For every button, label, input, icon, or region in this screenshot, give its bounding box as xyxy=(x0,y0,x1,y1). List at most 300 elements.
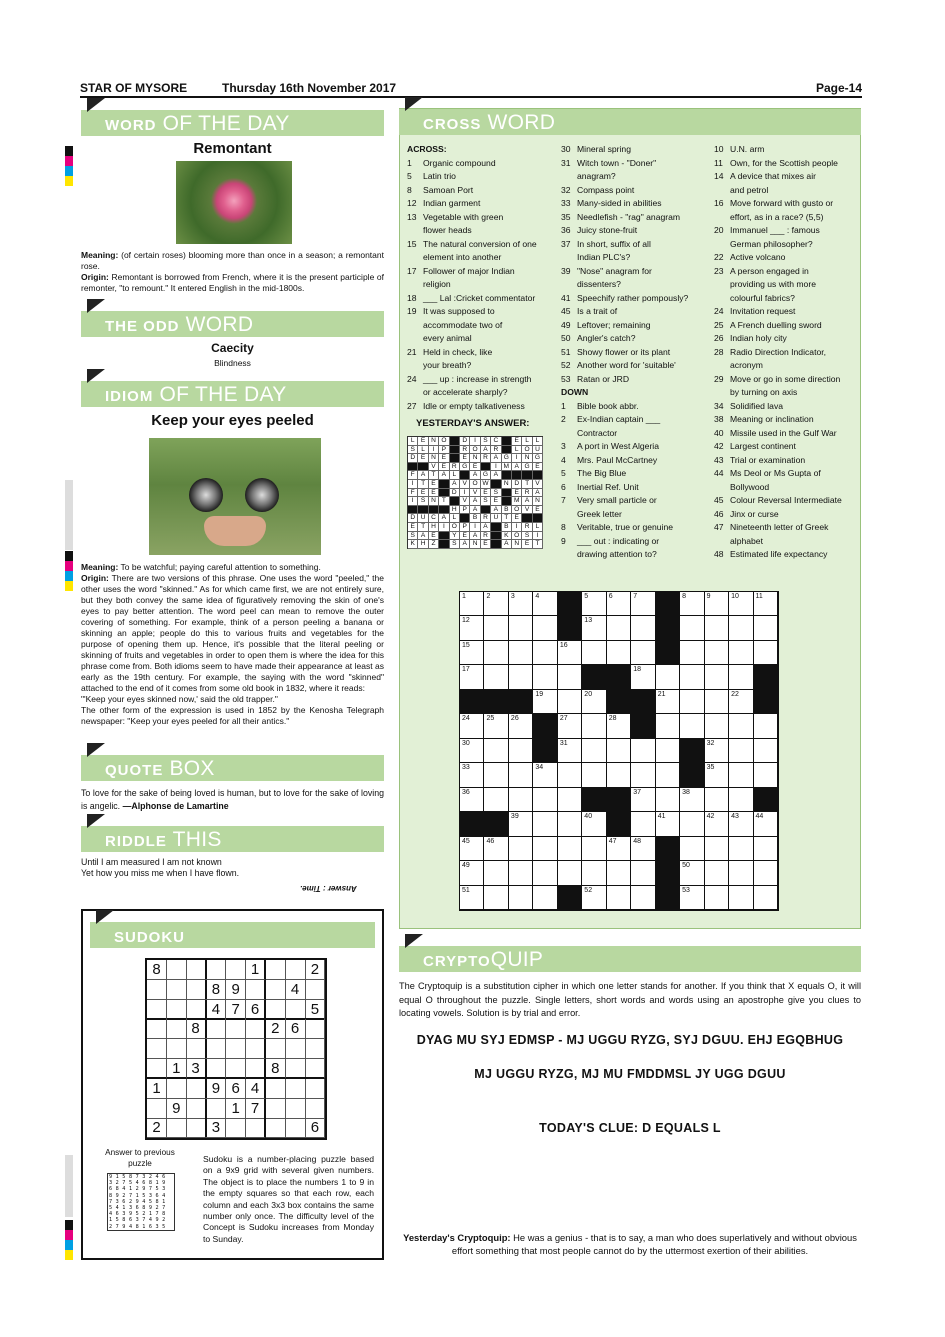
crossword-cell[interactable] xyxy=(509,763,533,787)
crossword-cell[interactable] xyxy=(680,616,704,640)
crossword-cell[interactable] xyxy=(607,886,631,910)
sudoku-cell[interactable] xyxy=(187,1000,207,1020)
crossword-cell[interactable] xyxy=(484,616,508,640)
crossword-cell[interactable]: 25 xyxy=(484,714,508,738)
clue-item: 24 ___ up : increase in strength xyxy=(407,373,532,384)
crossword-cell[interactable] xyxy=(631,886,655,910)
crossword-cell[interactable]: 16 xyxy=(558,641,582,665)
crossword-cell[interactable]: 48 xyxy=(631,837,655,861)
crossword-cell[interactable] xyxy=(558,665,582,689)
sudoku-cell[interactable] xyxy=(206,1039,226,1059)
crossword-cell[interactable] xyxy=(631,739,655,763)
crossword-cell[interactable] xyxy=(558,861,582,885)
sudoku-cell[interactable]: 1 xyxy=(167,1059,187,1079)
crossword-cell[interactable] xyxy=(558,812,582,836)
sudoku-cell[interactable] xyxy=(266,1000,286,1020)
sudoku-cell[interactable] xyxy=(187,980,207,1000)
crossword-cell[interactable]: 39 xyxy=(509,812,533,836)
sudoku-cell[interactable] xyxy=(305,1059,325,1079)
crossword-cell[interactable] xyxy=(607,616,631,640)
crossword-cell[interactable] xyxy=(705,788,729,812)
crossword-cell[interactable]: 24 xyxy=(460,714,484,738)
sudoku-cell[interactable]: 2 xyxy=(147,1118,167,1138)
crossword-cell[interactable]: 8 xyxy=(680,592,704,616)
crossword-cell[interactable] xyxy=(484,861,508,885)
sudoku-cell[interactable] xyxy=(266,960,286,980)
yesterday-cell: E xyxy=(470,463,480,472)
yesterday-cell xyxy=(450,497,460,506)
sudoku-cell[interactable]: 9 xyxy=(167,1099,187,1119)
crossword-cell[interactable] xyxy=(680,641,704,665)
crossword-cell[interactable]: 44 xyxy=(754,812,778,836)
crossword-cell[interactable] xyxy=(582,837,606,861)
crossword-cell[interactable]: 6 xyxy=(607,592,631,616)
crossword-cell[interactable] xyxy=(582,714,606,738)
clue-item: 22 Active volcano xyxy=(714,252,786,262)
sudoku-cell[interactable]: 1 xyxy=(246,960,266,980)
crossword-cell xyxy=(754,788,778,812)
crossword-cell[interactable] xyxy=(582,861,606,885)
yesterday-cell: O xyxy=(512,532,522,541)
sudoku-cell[interactable]: 8 xyxy=(206,980,226,1000)
crossword-cell xyxy=(484,690,508,714)
crossword-cell[interactable]: 31 xyxy=(558,739,582,763)
crossword-cell[interactable] xyxy=(631,763,655,787)
crossword-cell[interactable] xyxy=(509,886,533,910)
crossword-cell[interactable]: 19 xyxy=(533,690,557,714)
crossword-cell[interactable] xyxy=(656,665,680,689)
sudoku-cell[interactable] xyxy=(147,1039,167,1059)
crossword-cell[interactable] xyxy=(509,861,533,885)
yesterday-cell: A xyxy=(450,480,460,489)
yesterday-cell: G xyxy=(481,471,491,480)
yesterday-cell: F xyxy=(408,489,418,498)
crossword-cell[interactable]: 20 xyxy=(582,690,606,714)
sudoku-cell[interactable] xyxy=(167,1079,187,1099)
crossword-cell[interactable] xyxy=(509,641,533,665)
crossword-cell[interactable] xyxy=(705,665,729,689)
clue-item: 12 Indian garment xyxy=(407,198,481,208)
crossword-cell[interactable]: 13 xyxy=(582,616,606,640)
crossword-cell[interactable] xyxy=(484,641,508,665)
crossword-cell[interactable]: 7 xyxy=(631,592,655,616)
sudoku-cell[interactable] xyxy=(167,1118,187,1138)
crossword-cell[interactable]: 26 xyxy=(509,714,533,738)
crossword-cell[interactable] xyxy=(484,763,508,787)
crossword-cell[interactable] xyxy=(680,714,704,738)
sudoku-cell[interactable] xyxy=(286,1079,306,1099)
crossword-cell[interactable] xyxy=(607,861,631,885)
crossword-cell[interactable]: 46 xyxy=(484,837,508,861)
crossword-cell[interactable]: 15 xyxy=(460,641,484,665)
crossword-cell[interactable] xyxy=(631,616,655,640)
crossword-cell[interactable] xyxy=(705,690,729,714)
crossword-cell[interactable] xyxy=(680,812,704,836)
crossword-cell[interactable]: 50 xyxy=(680,861,704,885)
sudoku-cell[interactable] xyxy=(187,1079,207,1099)
sudoku-cell[interactable] xyxy=(286,1059,306,1079)
sudoku-cell[interactable]: 7 xyxy=(226,1000,246,1020)
crossword-cell[interactable]: 33 xyxy=(460,763,484,787)
crossword-cell[interactable]: 10 xyxy=(729,592,753,616)
yesterday-cell xyxy=(481,463,491,472)
sudoku-cell[interactable] xyxy=(147,980,167,1000)
yesterday-cell: D xyxy=(512,480,522,489)
yesterday-cell xyxy=(502,489,512,498)
crossword-cell[interactable] xyxy=(729,641,753,665)
crossword-cell[interactable] xyxy=(680,837,704,861)
cryptoquip-line1: DYAG MU SYJ EDMSP - MJ UGGU RYZG, SYJ DGUU. EHJ EGQBHUG xyxy=(416,1033,844,1047)
crossword-cell[interactable]: 53 xyxy=(680,886,704,910)
crossword-cell[interactable]: 12 xyxy=(460,616,484,640)
yesterday-cell: G xyxy=(522,463,532,472)
sudoku-cell[interactable] xyxy=(167,980,187,1000)
sudoku-cell[interactable] xyxy=(286,1118,306,1138)
crossword-cell[interactable] xyxy=(754,763,778,787)
sudoku-cell[interactable] xyxy=(286,1039,306,1059)
crossword-cell[interactable] xyxy=(680,690,704,714)
sudoku-cell[interactable] xyxy=(187,960,207,980)
clue-item: 23 A person engaged in xyxy=(714,265,809,276)
crossword-cell[interactable]: 52 xyxy=(582,886,606,910)
sudoku-cell[interactable] xyxy=(246,1039,266,1059)
crossword-cell[interactable]: 4 xyxy=(533,592,557,616)
sudoku-cell[interactable]: 8 xyxy=(147,960,167,980)
yesterday-cell: E xyxy=(481,540,491,549)
yesterday-cell: A xyxy=(470,471,480,480)
sudoku-cell[interactable] xyxy=(167,1019,187,1039)
yesterday-cell: S xyxy=(408,532,418,541)
sudoku-cell[interactable] xyxy=(305,1019,325,1039)
crossword-cell[interactable] xyxy=(607,763,631,787)
answer-row: 4 6 3 9 5 2 1 7 8 xyxy=(109,1211,166,1218)
sudoku-cell[interactable] xyxy=(187,1118,207,1138)
crossword-cell[interactable]: 34 xyxy=(533,763,557,787)
crossword-cell[interactable] xyxy=(607,641,631,665)
crossword-cell[interactable]: 42 xyxy=(705,812,729,836)
crossword-cell[interactable] xyxy=(631,641,655,665)
crossword-cell[interactable] xyxy=(582,739,606,763)
answer-row: 3 2 7 5 4 6 8 1 9 xyxy=(109,1180,166,1187)
yesterday-cell: N xyxy=(522,454,532,463)
crossword-cell[interactable] xyxy=(509,665,533,689)
sudoku-cell[interactable] xyxy=(305,980,325,1000)
yesterday-cell: E xyxy=(408,523,418,532)
crossword-cell[interactable]: 21 xyxy=(656,690,680,714)
sudoku-cell[interactable]: 2 xyxy=(266,1019,286,1039)
crossword-cell[interactable] xyxy=(509,616,533,640)
crossword-cell[interactable] xyxy=(607,739,631,763)
yesterday-cell: N xyxy=(470,540,480,549)
yesterday-cell: K xyxy=(408,540,418,549)
sudoku-cell[interactable] xyxy=(246,1059,266,1079)
sudoku-cell[interactable]: 6 xyxy=(226,1079,246,1099)
crossword-cell[interactable]: 36 xyxy=(460,788,484,812)
crossword-cell[interactable] xyxy=(533,812,557,836)
crossword-cell xyxy=(558,886,582,910)
crossword-cell[interactable] xyxy=(729,837,753,861)
sudoku-cell[interactable] xyxy=(187,1039,207,1059)
yesterday-cell: A xyxy=(533,489,543,498)
yesterday-cell xyxy=(533,514,543,523)
crossword-cell xyxy=(656,861,680,885)
yesterday-cell: E xyxy=(491,497,501,506)
sudoku-cell[interactable]: 4 xyxy=(206,1000,226,1020)
sudoku-cell[interactable] xyxy=(266,1118,286,1138)
yesterday-cell xyxy=(491,532,501,541)
yesterday-cell: E xyxy=(418,454,428,463)
crossword-cell[interactable] xyxy=(509,788,533,812)
sudoku-cell[interactable] xyxy=(226,1059,246,1079)
sudoku-cell[interactable] xyxy=(147,1099,167,1119)
crossword-cell[interactable]: 28 xyxy=(607,714,631,738)
sudoku-cell[interactable] xyxy=(286,960,306,980)
crossword-cell[interactable]: 43 xyxy=(729,812,753,836)
sudoku-cell[interactable]: 7 xyxy=(246,1099,266,1119)
sudoku-cell[interactable]: 6 xyxy=(305,1118,325,1138)
crossword-cell[interactable]: 1 xyxy=(460,592,484,616)
sudoku-cell[interactable]: 1 xyxy=(147,1079,167,1099)
crossword-cell[interactable]: 11 xyxy=(754,592,778,616)
yesterday-cell: O xyxy=(512,506,522,515)
crossword-cell[interactable]: 51 xyxy=(460,886,484,910)
crossword-cell[interactable]: 40 xyxy=(582,812,606,836)
yesterday-cell: N xyxy=(429,497,439,506)
clue-item: 38 Meaning or inclination xyxy=(714,414,814,424)
crossword-cell[interactable]: 37 xyxy=(631,788,655,812)
sudoku-cell[interactable]: 9 xyxy=(226,980,246,1000)
idiom-banner: IDIOM OF THE DAY xyxy=(81,381,384,407)
yesterday-cell: B xyxy=(502,523,512,532)
crossword-cell[interactable]: 47 xyxy=(607,837,631,861)
crossword-cell[interactable] xyxy=(656,739,680,763)
crossword-cell[interactable] xyxy=(484,886,508,910)
crossword-cell[interactable] xyxy=(509,739,533,763)
across-clues-col1: ACROSS: 1 Organic compound 5 Latin trio 8 Samoan Port 12 Indian garment 13 Vegetable with green flower heads 15 The natural conversion of one element into another 17 Follower of major Indian religion 18 ___ Lal :Cricket commentator 19 It was supposed to accommodate two of every animal 21 Held in check, like your breath? 24 ___ up : increase in strength or accelerate sharply? 27 Idle or empty talkativeness xyxy=(407,143,557,413)
crossword-cell[interactable] xyxy=(705,861,729,885)
odd-word-banner: THE ODD WORD xyxy=(81,311,384,337)
yesterday-cell xyxy=(439,540,449,549)
crossword-cell[interactable] xyxy=(729,739,753,763)
sudoku-cell[interactable] xyxy=(206,1019,226,1039)
clue-item: flower heads xyxy=(423,225,472,235)
crossword-cell[interactable] xyxy=(729,763,753,787)
sudoku-cell[interactable] xyxy=(206,1059,226,1079)
idiom-text: Meaning: To be watchful; paying careful attention to something. Origin: There are two versions of this phrase. One uses the word "peeled," the other uses the word "skinned." As for which came first, we are not entirely sure, but they both convey the same idea of figuratively removing the skin of one's eyes to pay better attention. The word peel can mean to remove the outer covering of something. For example, think of a person peeling a banana or skinning an apple; people do this to various fruits and vegetables for the purpose of opening them up. Hence, it's possible that the literal peeling or skinning of fruits and vegetables in order to open them is where the idea for this phrase come from. Both idioms seem to have made their appearance at least as early as the 19th century. For example, the saying with the word "skinned" attached to the end of it comes from some old book in 1832, where it reads: "'Keep your eyes skinned now,' said the old trapper." The other form of the expression is used in 1852 by the Kenosha Telegraph newspaper: "Keep your eyes peeled for all their antics." xyxy=(81,562,384,726)
gray-strip xyxy=(65,1155,73,1217)
clue-item: 49 Leftover; remaining xyxy=(561,319,651,330)
crossword-cell[interactable] xyxy=(729,886,753,910)
crossword-cell[interactable] xyxy=(754,641,778,665)
crossword-cell[interactable] xyxy=(729,665,753,689)
crossword-cell[interactable] xyxy=(729,714,753,738)
crossword-cell xyxy=(607,690,631,714)
yesterday-cell: Z xyxy=(429,540,439,549)
crossword-cell[interactable]: 17 xyxy=(460,665,484,689)
clue-item: 51 Showy flower or its plant xyxy=(561,346,671,357)
clue-item: 45 Is a trait of xyxy=(561,306,618,316)
yesterday-cell: M xyxy=(512,497,522,506)
sudoku-cell[interactable] xyxy=(286,1099,306,1119)
sudoku-cell[interactable]: 6 xyxy=(246,1000,266,1020)
crossword-cell[interactable] xyxy=(754,714,778,738)
crossword-cell xyxy=(631,714,655,738)
crossword-cell[interactable]: 2 xyxy=(484,592,508,616)
sudoku-cell[interactable]: 2 xyxy=(305,960,325,980)
crossword-cell[interactable] xyxy=(631,812,655,836)
crossword-cell[interactable] xyxy=(558,690,582,714)
sudoku-cell[interactable] xyxy=(226,1118,246,1138)
yesterday-cryptoquip: Yesterday's Cryptoquip: He was a genius - that is to say, a man who does superlatively and without obvious effort something that most people cannot do by the uttermost exertion of their abilities. xyxy=(403,1232,857,1256)
crossword-cell[interactable] xyxy=(705,837,729,861)
crossword-cell[interactable]: 38 xyxy=(680,788,704,812)
crossword-cell[interactable]: 27 xyxy=(558,714,582,738)
crossword-cell[interactable] xyxy=(754,739,778,763)
clue-item: 13 Vegetable with green xyxy=(407,211,504,222)
crossword-cell[interactable] xyxy=(484,739,508,763)
crossword-cell[interactable] xyxy=(533,665,557,689)
crossword-cell[interactable] xyxy=(582,641,606,665)
sudoku-banner: SUDOKU xyxy=(90,922,375,948)
quote-text: To love for the sake of being loved is human, but to love for the sake of loving is angelic. —Alphonse de Lamartine xyxy=(81,788,384,811)
yesterday-cell: U xyxy=(418,514,428,523)
crossword-cell[interactable] xyxy=(582,763,606,787)
clue-item: 10 U.N. arm xyxy=(714,144,765,154)
crossword-cell[interactable] xyxy=(533,886,557,910)
crossword-cell[interactable]: 45 xyxy=(460,837,484,861)
sudoku-cell[interactable]: 6 xyxy=(286,1019,306,1039)
crossword-cell[interactable]: 41 xyxy=(656,812,680,836)
sudoku-cell[interactable] xyxy=(246,1118,266,1138)
crossword-cell[interactable]: 30 xyxy=(460,739,484,763)
crossword-cell[interactable] xyxy=(533,861,557,885)
word-of-day-text: Meaning: (of certain roses) blooming more than once in a season; a remontant rose. Origin: Remontant is borrowed from French, where it is the present participle of remonter, "to remount." It entered English in the mid-1800s. xyxy=(81,250,384,293)
crossword-cell[interactable] xyxy=(754,886,778,910)
yesterday-cell xyxy=(481,506,491,515)
sudoku-description: Sudoku is a number-placing puzzle based on a 9x9 grid with several given numbers. The object is to place the numbers 1 to 9 in the empty squares so that each row, each column and each 3x3 box contains the same number only once. The difficulty level of the Concept is Sudoku increases from Monday to Sunday. xyxy=(203,1154,374,1244)
crossword-cell[interactable] xyxy=(509,837,533,861)
sudoku-cell[interactable] xyxy=(305,1079,325,1099)
sudoku-cell[interactable]: 3 xyxy=(187,1059,207,1079)
sudoku-cell[interactable] xyxy=(167,960,187,980)
crossword-cell[interactable] xyxy=(484,665,508,689)
clue-item: 1 Bible book abbr. xyxy=(561,400,639,411)
clue-item: 27 Idle or empty talkativeness xyxy=(407,400,525,411)
sudoku-cell[interactable] xyxy=(167,1000,187,1020)
crossword-cell[interactable] xyxy=(533,641,557,665)
yesterday-cell xyxy=(439,489,449,498)
yesterday-cell: I xyxy=(408,497,418,506)
sudoku-cell[interactable] xyxy=(266,1099,286,1119)
crossword-cell[interactable] xyxy=(533,788,557,812)
crossword-cell[interactable] xyxy=(754,837,778,861)
yesterday-cell: R xyxy=(481,454,491,463)
sudoku-cell[interactable]: 8 xyxy=(187,1019,207,1039)
sudoku-cell[interactable] xyxy=(206,1099,226,1119)
crossword-cell xyxy=(533,714,557,738)
rose-image xyxy=(176,161,292,244)
crossword-cell[interactable] xyxy=(533,837,557,861)
clue-item: 33 Many-sided in abilities xyxy=(561,198,662,208)
clue-item: 30 Mineral spring xyxy=(561,144,631,154)
clue-item: 16 Move forward with gusto or xyxy=(714,198,834,208)
crossword-cell[interactable]: 49 xyxy=(460,861,484,885)
crossword-cell[interactable] xyxy=(729,788,753,812)
sudoku-cell[interactable] xyxy=(147,1000,167,1020)
sudoku-cell[interactable] xyxy=(226,1019,246,1039)
sudoku-cell[interactable] xyxy=(266,1039,286,1059)
crossword-cell[interactable] xyxy=(558,763,582,787)
yesterday-cell xyxy=(502,497,512,506)
crossword-cell[interactable]: 3 xyxy=(509,592,533,616)
sudoku-cell[interactable]: 1 xyxy=(226,1099,246,1119)
sudoku-cell[interactable] xyxy=(286,1000,306,1020)
sudoku-cell[interactable] xyxy=(206,960,226,980)
sudoku-cell[interactable] xyxy=(305,1039,325,1059)
crossword-cell[interactable]: 32 xyxy=(705,739,729,763)
sudoku-cell[interactable]: 4 xyxy=(246,1079,266,1099)
crossword-cell[interactable]: 18 xyxy=(631,665,655,689)
sudoku-cell[interactable] xyxy=(246,1019,266,1039)
sudoku-cell[interactable] xyxy=(246,980,266,1000)
sudoku-cell[interactable] xyxy=(266,1079,286,1099)
crossword-cell xyxy=(460,812,484,836)
sudoku-cell[interactable] xyxy=(187,1099,207,1119)
yesterday-cell: O xyxy=(470,480,480,489)
crossword-cell[interactable] xyxy=(705,641,729,665)
crossword-cell[interactable]: 9 xyxy=(705,592,729,616)
crossword-cell[interactable] xyxy=(729,616,753,640)
sudoku-cell[interactable]: 8 xyxy=(266,1059,286,1079)
sudoku-cell[interactable] xyxy=(305,1099,325,1119)
sudoku-cell[interactable] xyxy=(147,1019,167,1039)
sudoku-cell[interactable]: 3 xyxy=(206,1118,226,1138)
yesterday-cell: R xyxy=(522,489,532,498)
crossword-cell[interactable] xyxy=(533,616,557,640)
riddle-answer: Answer : Time. xyxy=(300,884,357,893)
crossword-cell[interactable] xyxy=(754,616,778,640)
sudoku-cell[interactable] xyxy=(226,1039,246,1059)
sudoku-cell[interactable] xyxy=(266,980,286,1000)
crossword-cell[interactable] xyxy=(705,714,729,738)
crossword-cell[interactable] xyxy=(558,837,582,861)
crossword-cell[interactable] xyxy=(656,788,680,812)
sudoku-cell[interactable] xyxy=(226,960,246,980)
yesterday-cell xyxy=(450,446,460,455)
crossword-cell[interactable] xyxy=(484,788,508,812)
crossword-cell[interactable]: 22 xyxy=(729,690,753,714)
crossword-cell[interactable] xyxy=(729,861,753,885)
crossword-cell[interactable] xyxy=(705,886,729,910)
crossword-cell[interactable]: 35 xyxy=(705,763,729,787)
crossword-cell[interactable] xyxy=(656,763,680,787)
sudoku-cell[interactable]: 5 xyxy=(305,1000,325,1020)
sudoku-cell[interactable]: 9 xyxy=(206,1079,226,1099)
crossword-grid[interactable] xyxy=(459,591,779,911)
sudoku-cell[interactable] xyxy=(147,1059,167,1079)
crossword-cell[interactable] xyxy=(631,861,655,885)
sudoku-cell[interactable] xyxy=(167,1039,187,1059)
sudoku-cell[interactable]: 4 xyxy=(286,980,306,1000)
crossword-cell[interactable] xyxy=(705,616,729,640)
crossword-cell[interactable] xyxy=(656,714,680,738)
crossword-cell[interactable]: 5 xyxy=(582,592,606,616)
crossword-cell[interactable] xyxy=(558,788,582,812)
crossword-cell[interactable] xyxy=(754,861,778,885)
yesterday-cell: T xyxy=(429,471,439,480)
yesterday-cell: T xyxy=(533,540,543,549)
crossword-cell[interactable] xyxy=(680,665,704,689)
